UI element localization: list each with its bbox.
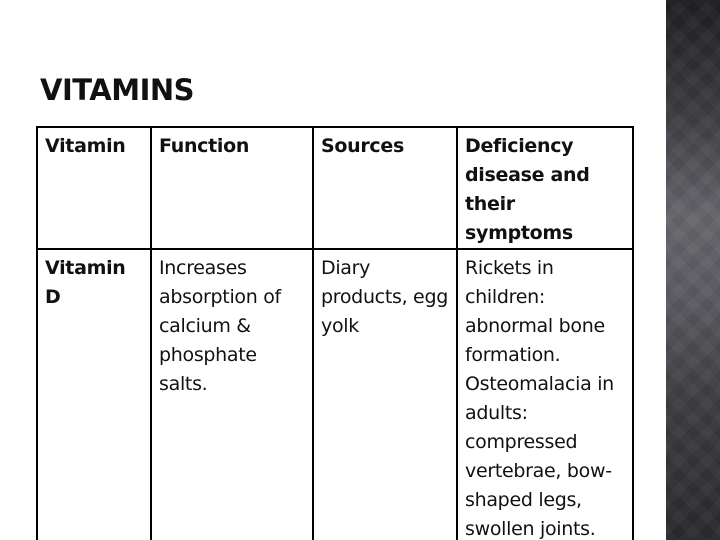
cell-deficiency: Rickets in children: abnormal bone formation. Osteomalacia in adults: compressed vertebrae, bow-shaped legs, swollen joints. [457,249,633,540]
decorative-side-panel [666,0,720,540]
header-vitamin: Vitamin [37,127,151,249]
header-sources: Sources [313,127,457,249]
header-function: Function [151,127,313,249]
table-header-row [37,127,633,249]
cell-vitamin: Vitamin D [37,249,151,540]
cell-function: Increases absorption of calcium & phosphate salts. [151,249,313,540]
slide-title: VITAMINS [40,73,195,107]
header-deficiency: Deficiency disease and their symptoms [457,127,633,249]
cell-sources: Diary products, egg yolk [313,249,457,540]
vitamins-table [36,126,634,540]
table-row [37,249,633,540]
